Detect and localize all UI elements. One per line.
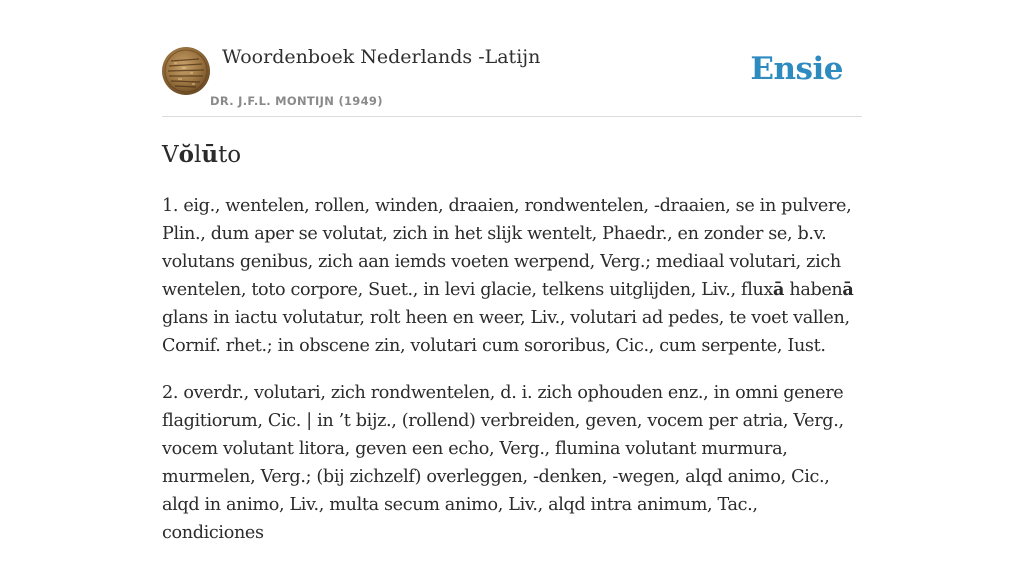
long-vowel-mark: ā [842,279,854,300]
headword-part-long-vowel: ū [201,141,219,168]
definition-paragraph-1 [162,192,862,360]
headword-part: V [162,142,179,168]
paragraph-text: glans in iactu volutatur, rolt heen en weer, Liv., volutari ad pedes, te voet vallen, Cornif. rhet.; in obscene zin, volutari cum sororibus, Cic., cum serpente, Iust. [162,308,850,356]
paragraph-text: haben [784,280,843,300]
ensie-brand-link[interactable]: Ensie [750,51,843,87]
headword [162,141,241,168]
headword-part: to [218,142,242,168]
book-author: DR. J.F.L. MONTIJN (1949) [210,94,383,108]
header [162,0,862,117]
definition-body [162,192,862,566]
book-title[interactable]: Woordenboek Nederlands -Latijn [222,46,541,68]
long-vowel-mark: ā [773,279,785,300]
page [162,0,862,543]
paragraph-text: 1. eig., wentelen, rollen, winden, draaien, rondwentelen, -draaien, se in pulvere, Plin., dum aper se volutat, zich in het slijk wentelt, Phaedr., en zonder se, b.v. volutans genibus, zich aan iemds voeten werpend, Verg.; mediaal volutari, zich wentelen, toto corpore, Suet., in levi glacie, telkens uitglijden, Liv., flux [162,196,852,300]
headword-part: l [193,142,202,168]
headword-part-long-vowel: ŏ [178,141,194,168]
definition-paragraph-2: 2. overdr., volutari, zich rondwentelen, d. i. zich ophouden enz., in omni genere flagitiorum, Cic. | in ’t bijz., (rollend) verbreiden, geven, vocem per atria, Verg., vocem volutant litora, geven een echo, Verg., flumina volutant murmura, murmelen, Verg.; (bij zichzelf) overleggen, -denken, -wegen, alqd animo, Cic., alqd in animo, Liv., multa secum animo, Liv., alqd intra animum, Tac., condiciones [162,383,844,543]
ancient-coin-logo-icon[interactable] [162,47,210,95]
